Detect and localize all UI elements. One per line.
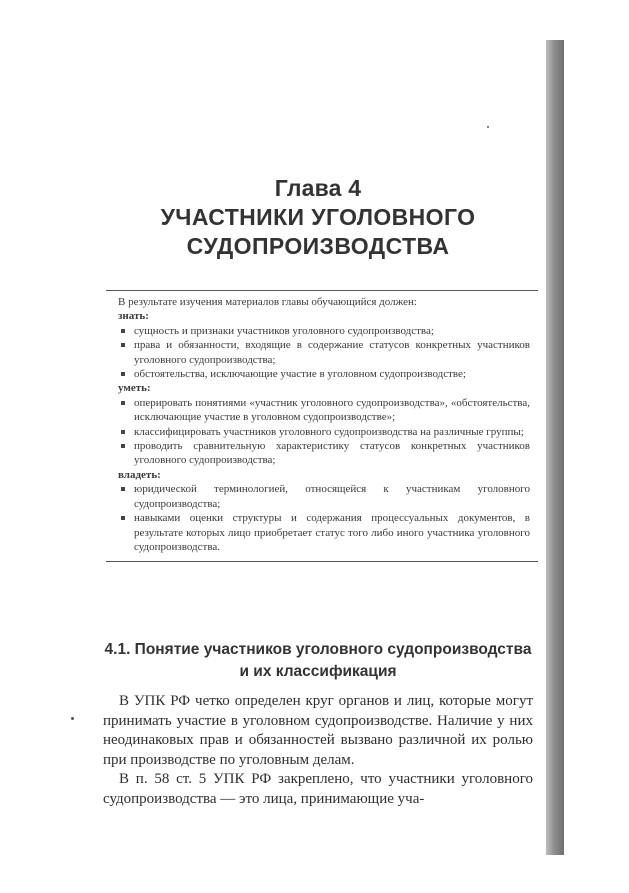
objectives-intro: В результате изучения материалов главы обучающийся должен:	[118, 296, 417, 308]
body-text	[103, 692, 533, 809]
list-item: обстоятельства, исключающие участие в уголовном судопроизводстве;	[106, 367, 538, 381]
list-item: классифицировать участников уголовного судопроизводства на различные группы;	[106, 425, 538, 439]
chapter-title-line-2: СУДОПРОИЗВОДСТВА	[186, 233, 450, 259]
body-paragraph-2: В п. 58 ст. 5 УПК РФ закреплено, что участники уголовного судопроизводства — это лица, принимающие уча-	[103, 771, 533, 807]
section-heading-line-1: 4.1. Понятие участников уголовного судопроизводства	[104, 641, 532, 658]
objectives-know-label: знать:	[118, 310, 149, 323]
list-item: проводить сравнительную характеристику статусов конкретных участников уголовного судопроизводства;	[106, 439, 538, 468]
body-paragraph-1: В УПК РФ четко определен круг органов и лиц, которые могут принимать участие в уголовном судопроизводстве. Наличие у них неодинаковых прав и обязанностей вызвано различной их ролью при производстве по уголовным делам.	[103, 693, 533, 768]
learning-objectives-box	[106, 290, 538, 562]
objectives-can-label: уметь:	[118, 382, 151, 395]
list-item: юридической терминологией, относящейся к участникам уголовного судопроизводства;	[106, 482, 538, 511]
objectives-master-label: владеть:	[118, 468, 161, 481]
chapter-number: Глава 4	[274, 175, 362, 201]
list-item: права и обязанности, входящие в содержание статусов конкретных участников уголовного судопроизводства;	[106, 338, 538, 367]
list-item: оперировать понятиями «участник уголовного судопроизводства», «обстоятельства, исключающие участие в уголовном судопроизводстве»;	[106, 396, 538, 425]
objectives-can-list	[106, 396, 538, 468]
section-heading-line-2: и их классификация	[239, 663, 397, 680]
objectives-master-list	[106, 482, 538, 554]
chapter-title-line-1: УЧАСТНИКИ УГОЛОВНОГО	[160, 204, 476, 230]
section-heading	[100, 639, 536, 683]
list-item: навыками оценки структуры и содержания процессуальных документов, в результате которых лицо приобретает статус того либо иного участника уголовного судопроизводства.	[106, 511, 538, 554]
objectives-know-list	[106, 324, 538, 382]
list-item: сущность и признаки участников уголовного судопроизводства;	[106, 324, 538, 338]
